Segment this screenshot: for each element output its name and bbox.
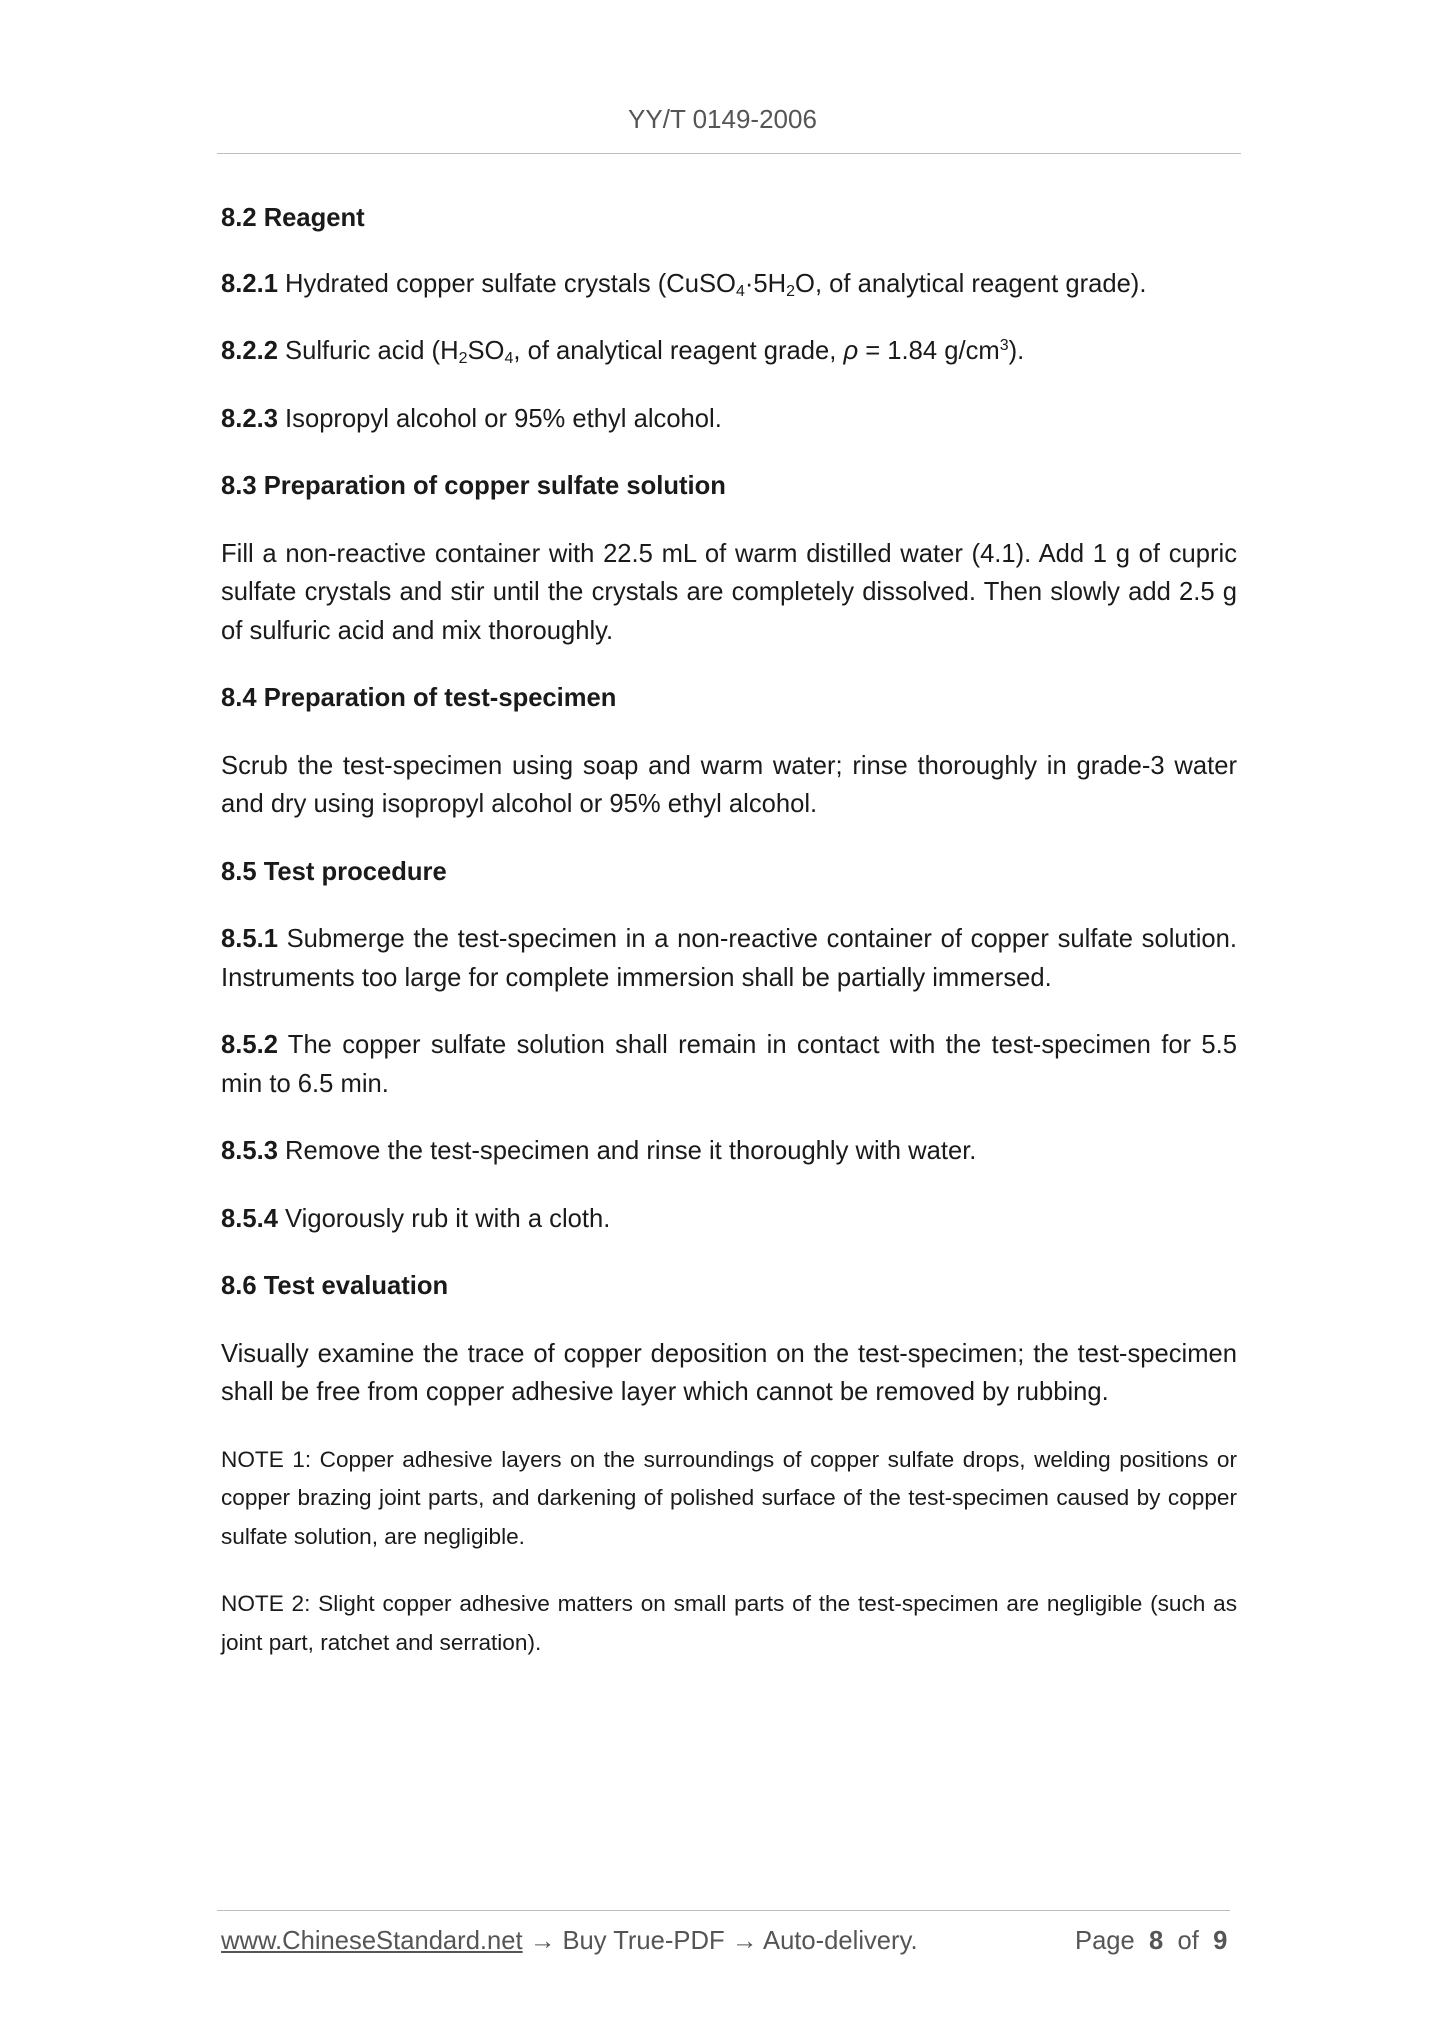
clause-number: 8.5.3 [221, 1137, 278, 1165]
clause-8-5-2: 8.5.2 The copper sulfate solution shall remain in contact with the test-specimen for 5.5 min to 6.5 min. [221, 1031, 1237, 1098]
section-8-4-heading: 8.4 Preparation of test-specimen [221, 684, 617, 712]
header-doc-id: YY/T 0149-2006 [628, 104, 817, 134]
header-divider [217, 153, 1241, 154]
section-8-2-heading: 8.2 Reagent [221, 204, 365, 232]
document-body [221, 199, 1237, 1662]
of-label: of [1177, 1927, 1199, 1955]
clause-number: 8.5.2 [221, 1031, 278, 1059]
page-total: 9 [1213, 1927, 1228, 1955]
clause-8-5-1: 8.5.1 Submerge the test-specimen in a non-reactive container of copper sulfate solution. Instruments too large for complete immersion shall be partially immersed. [221, 925, 1237, 992]
clause-8-5-4: 8.5.4 Vigorously rub it with a cloth. [221, 1204, 611, 1233]
clause-8-2-2: 8.2.2 Sulfuric acid ($H_2SO_4$, of analytical reagent grade, ρ = 1.84 $g/cm^3$). [221, 337, 1025, 367]
section-8-6-heading: 8.6 Test evaluation [221, 1272, 449, 1300]
buy-text: Buy True-PDF [562, 1927, 725, 1955]
page-label: Page [1075, 1927, 1135, 1955]
clause-number: 8.5.4 [221, 1204, 278, 1233]
footer-divider [217, 1910, 1230, 1911]
delivery-text: Auto-delivery. [763, 1927, 918, 1955]
section-8-6-paragraph: Visually examine the trace of copper deposition on the test-specimen; the test-specimen shall be free from copper adhesive layer which cannot be removed by rubbing. [221, 1339, 1237, 1406]
section-8-4-paragraph: Scrub the test-specimen using soap and warm water; rinse thoroughly in grade-3 water and dry using isopropyl alcohol or 95% ethyl alcohol. [221, 751, 1237, 818]
clause-number: 8.2.1 [221, 269, 278, 298]
clause-number: 8.5.1 [221, 925, 278, 953]
clause-8-2-3: 8.2.3 Isopropyl alcohol or 95% ethyl alcohol. [221, 404, 722, 433]
note-2: NOTE 2: Slight copper adhesive matters on small parts of the test-specimen are negligible (such as joint part, ratchet and serration). [221, 1591, 1237, 1655]
arrow-icon: → [522, 1927, 563, 1955]
footer-promo [221, 1927, 918, 1956]
clause-8-5-3: 8.5.3 Remove the test-specimen and rinse it thoroughly with water. [221, 1137, 977, 1165]
section-8-5-heading: 8.5 Test procedure [221, 857, 447, 886]
website-link[interactable]: www.ChineseStandard.net [221, 1927, 523, 1955]
section-8-3-paragraph: Fill a non-reactive container with 22.5 mL of warm distilled water (4.1). Add 1 g of cupric sulfate crystals and stir until the crystals are completely dissolved. Then slowly add 2.5 g of sulfuric acid and mix thoroughly. [221, 539, 1237, 645]
clause-number: 8.2.3 [221, 404, 278, 433]
clause-number: 8.2.2 [221, 337, 278, 365]
section-8-3-heading: 8.3 Preparation of copper sulfate solution [221, 472, 726, 500]
note-1: NOTE 1: Copper adhesive layers on the surroundings of copper sulfate drops, welding positions or copper brazing joint parts, and darkening of polished surface of the test-specimen caused by copper sulfate solution, are negligible. [221, 1446, 1237, 1549]
arrow-icon: → [724, 1927, 763, 1955]
page-indicator [1075, 1927, 1227, 1956]
clause-8-2-1: 8.2.1 Hydrated copper sulfate crystals ($CuSO_4\cdot 5H_2O$, of analytical reagent grade). [221, 269, 1147, 300]
page-number: 8 [1149, 1927, 1164, 1955]
